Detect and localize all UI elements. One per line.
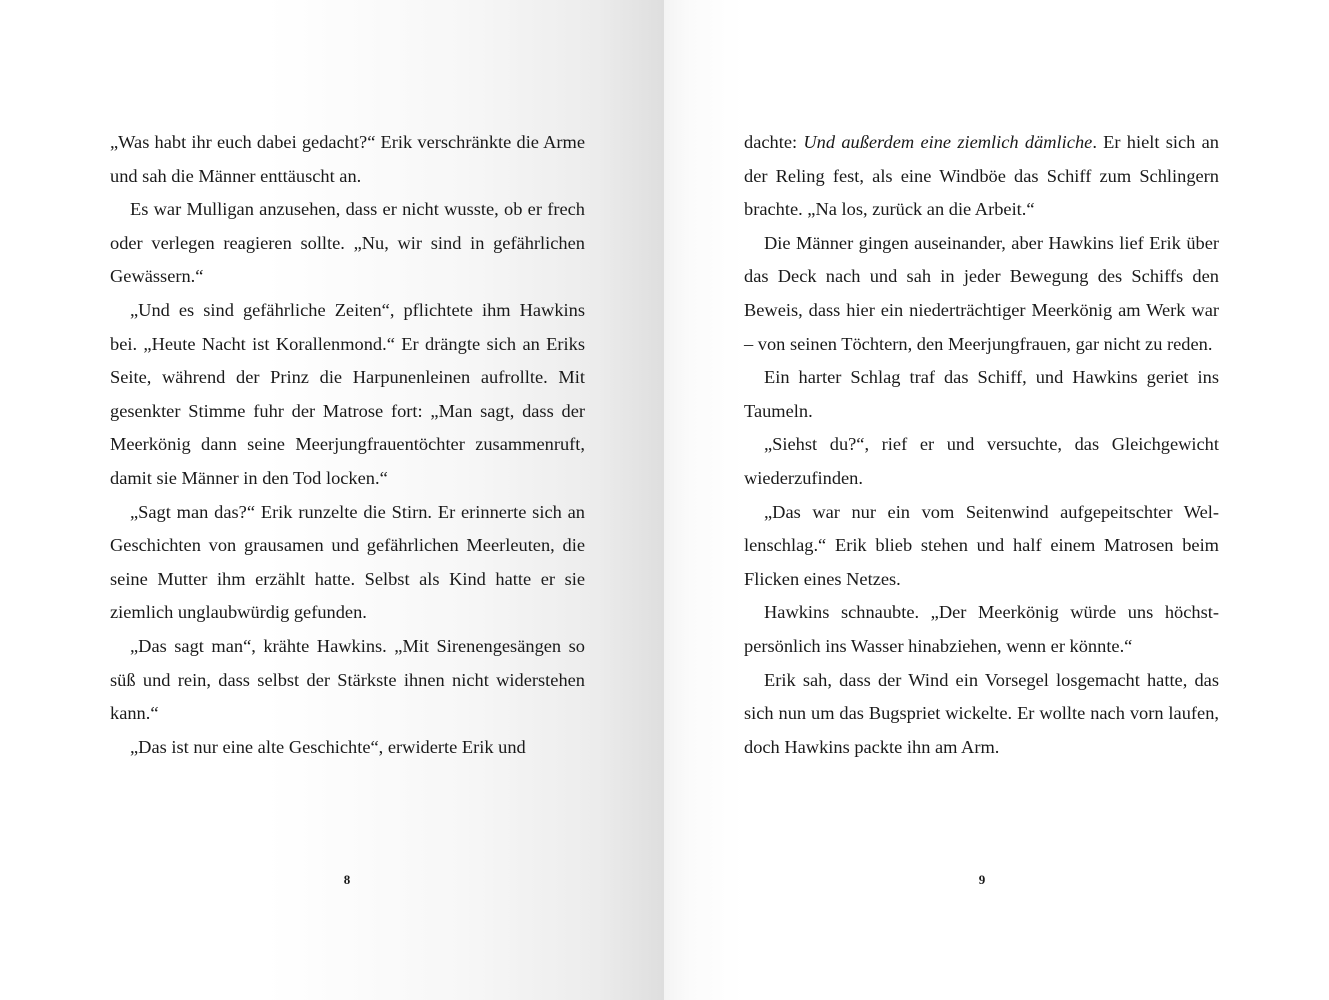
paragraph: „Und es sind gefährliche Zeiten“, pflichtete ihm Hawkins bei. „Heute Nacht ist Korallenmond.“ Er drängte sich an Eriks Seite, während der Prinz die Harpunenleinen aufrollte. Mit gesenkter Stimme fuhr der Matrose fort: „Man sagt, dass der Meerkönig dann seine Meerjungfrauentöchter zusammenruft, damit sie Männer in den Tod locken.“ bbox=[110, 299, 585, 488]
paragraph: „Was habt ihr euch dabei gedacht?“ Erik verschränkte die Arme und sah die Männer enttäuscht an. bbox=[110, 132, 585, 186]
paragraph: Hawkins schnaubte. „Der Meerkönig würde uns höchstpersönlich ins Wasser hinabziehen, wenn er könnte.“ bbox=[744, 602, 1219, 656]
paragraph: Die Männer gingen auseinander, aber Hawkins lief Erik über das Deck nach und sah in jeder Bewegung des Schiffs den Beweis, dass hier ein niederträchtiger Meerkönig am Werk war – von seinen Töchtern, den Meerjungfrauen, gar nicht zu reden. bbox=[744, 232, 1219, 354]
page-number: 8 bbox=[343, 872, 351, 887]
paragraph-text: dachte: bbox=[744, 132, 804, 152]
page-number: 9 bbox=[978, 872, 986, 887]
right-page-text bbox=[744, 126, 1219, 764]
italic-thought: Und außerdem eine ziemlich dämliche bbox=[803, 132, 1093, 152]
paragraph: Erik sah, dass der Wind ein Vorsegel losgemacht hatte, das sich nun um das Bugspriet wickelte. Er wollte nach vorn laufen, doch Hawkins packte ihn am Arm. bbox=[744, 669, 1219, 757]
right-page bbox=[664, 0, 1329, 1000]
paragraph: Ein harter Schlag traf das Schiff, und Hawkins geriet ins Taumeln. bbox=[744, 367, 1219, 421]
paragraph: Es war Mulligan anzusehen, dass er nicht wusste, ob er frech oder verlegen reagieren sollte. „Nu, wir sind in gefährlichen Gewässern.“ bbox=[110, 199, 585, 287]
paragraph: „Das sagt man“, krähte Hawkins. „Mit Sirenengesängen so süß und rein, dass selbst der Stärkste ihnen nicht widerstehen kann.“ bbox=[110, 635, 585, 724]
paragraph: „Das ist nur eine alte Geschichte“, erwiderte Erik und bbox=[130, 736, 526, 757]
paragraph: „Siehst du?“, rief er und versuchte, das Gleichgewicht wiederzufinden. bbox=[744, 434, 1219, 488]
paragraph: „Das war nur ein vom Seitenwind aufgepeitschter Wellenschlag.“ Erik blieb stehen und half einem Matrosen beim Flicken eines Netzes. bbox=[744, 501, 1219, 589]
left-page-text bbox=[110, 126, 585, 764]
paragraph bbox=[744, 126, 1219, 227]
left-page bbox=[0, 0, 664, 1000]
paragraph: „Sagt man das?“ Erik runzelte die Stirn. Er erinnerte sich an Geschichten von grausamen und gefährlichen Meerleuten, die seine Mutter ihm erzählt hatte. Selbst als Kind hatte er sie ziemlich unglaubwürdig gefunden. bbox=[110, 501, 585, 623]
paragraph-text: . Er hielt sich an der Reling fest, als eine Windböe das Schiff zum Schlingern brachte. „Na los, zurück an die Arbeit.“ bbox=[744, 132, 1220, 220]
